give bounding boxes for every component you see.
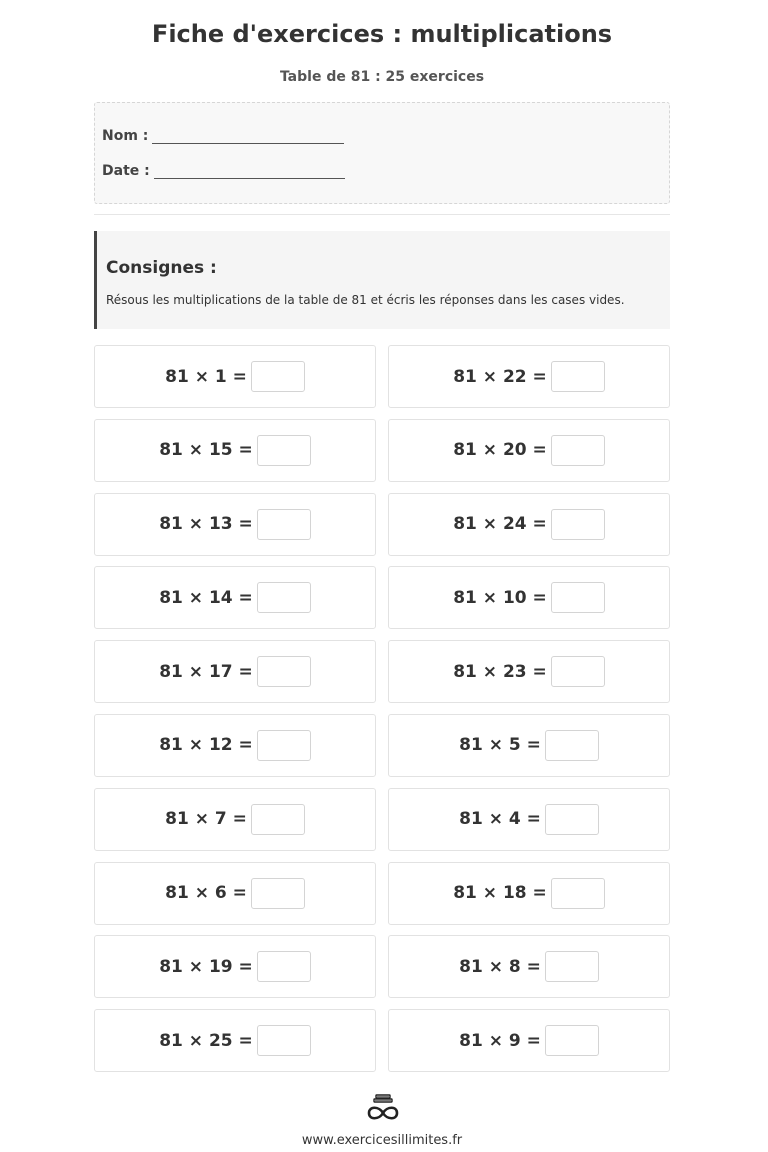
- answer-input[interactable]: [257, 1025, 311, 1056]
- exercise-expression: 81 × 13 =: [159, 514, 253, 535]
- answer-input[interactable]: [551, 509, 605, 540]
- answer-input[interactable]: [251, 804, 305, 835]
- exercise-card: [388, 566, 670, 629]
- exercise-expression: 81 × 6 =: [165, 883, 247, 904]
- exercise-card: [388, 493, 670, 556]
- exercise-card: [94, 566, 376, 629]
- answer-input[interactable]: [551, 656, 605, 687]
- date-line: [102, 163, 345, 179]
- exercise-expression: 81 × 22 =: [453, 366, 547, 387]
- exercise-card: [388, 788, 670, 851]
- answer-input[interactable]: [545, 730, 599, 761]
- exercise-expression: 81 × 7 =: [165, 809, 247, 830]
- answer-input[interactable]: [257, 509, 311, 540]
- exercise-expression: 81 × 10 =: [453, 587, 547, 608]
- answer-input[interactable]: [257, 951, 311, 982]
- exercise-card: [94, 345, 376, 408]
- answer-input[interactable]: [551, 361, 605, 392]
- page-title: Fiche d'exercices : multiplications: [151, 20, 613, 48]
- exercise-card: [388, 862, 670, 925]
- exercise-expression: 81 × 12 =: [159, 735, 253, 756]
- footer-url: www.exercicesillimites.fr: [301, 1133, 463, 1148]
- exercise-expression: 81 × 17 =: [159, 661, 253, 682]
- answer-input[interactable]: [551, 878, 605, 909]
- instructions-box: [94, 231, 670, 329]
- exercise-expression: 81 × 20 =: [453, 440, 547, 461]
- answer-input[interactable]: [545, 1025, 599, 1056]
- exercise-expression: 81 × 8 =: [459, 956, 541, 977]
- exercise-expression: 81 × 14 =: [159, 587, 253, 608]
- answer-input[interactable]: [257, 730, 311, 761]
- exercise-card: [388, 935, 670, 998]
- exercise-expression: 81 × 4 =: [459, 809, 541, 830]
- exercise-expression: 81 × 18 =: [453, 883, 547, 904]
- name-blank[interactable]: [152, 130, 344, 144]
- exercise-expression: 81 × 25 =: [159, 1030, 253, 1051]
- exercise-card: [94, 493, 376, 556]
- exercise-expression: 81 × 9 =: [459, 1030, 541, 1051]
- exercise-card: [388, 345, 670, 408]
- exercise-card: [94, 419, 376, 482]
- exercise-card: [94, 788, 376, 851]
- exercise-grid: [94, 345, 670, 1072]
- exercise-expression: 81 × 19 =: [159, 956, 253, 977]
- exercise-expression: 81 × 15 =: [159, 440, 253, 461]
- exercise-card: [94, 1009, 376, 1072]
- answer-input[interactable]: [257, 435, 311, 466]
- divider: [94, 214, 670, 215]
- student-info-box: [94, 102, 670, 204]
- answer-input[interactable]: [251, 361, 305, 392]
- name-label: Nom :: [102, 128, 149, 144]
- exercise-card: [388, 419, 670, 482]
- answer-input[interactable]: [257, 582, 311, 613]
- exercise-card: [94, 935, 376, 998]
- date-label: Date :: [102, 163, 150, 179]
- name-line: [102, 128, 344, 144]
- exercise-card: [388, 714, 670, 777]
- answer-input[interactable]: [545, 804, 599, 835]
- exercise-card: [94, 862, 376, 925]
- answer-input[interactable]: [551, 582, 605, 613]
- exercise-card: [94, 640, 376, 703]
- answer-input[interactable]: [551, 435, 605, 466]
- infinity-books-icon: [365, 1093, 401, 1123]
- exercise-expression: 81 × 5 =: [459, 735, 541, 756]
- exercise-expression: 81 × 23 =: [453, 661, 547, 682]
- date-blank[interactable]: [154, 165, 345, 179]
- exercise-card: [388, 640, 670, 703]
- exercise-expression: 81 × 1 =: [165, 366, 247, 387]
- answer-input[interactable]: [545, 951, 599, 982]
- exercise-card: [94, 714, 376, 777]
- answer-input[interactable]: [251, 878, 305, 909]
- page-subtitle: Table de 81 : 25 exercices: [279, 69, 485, 85]
- exercise-card: [388, 1009, 670, 1072]
- instructions-heading: Consignes :: [106, 258, 217, 278]
- answer-input[interactable]: [257, 656, 311, 687]
- exercise-expression: 81 × 24 =: [453, 514, 547, 535]
- instructions-text: Résous les multiplications de la table de 81 et écris les réponses dans les cases vides.: [106, 293, 625, 307]
